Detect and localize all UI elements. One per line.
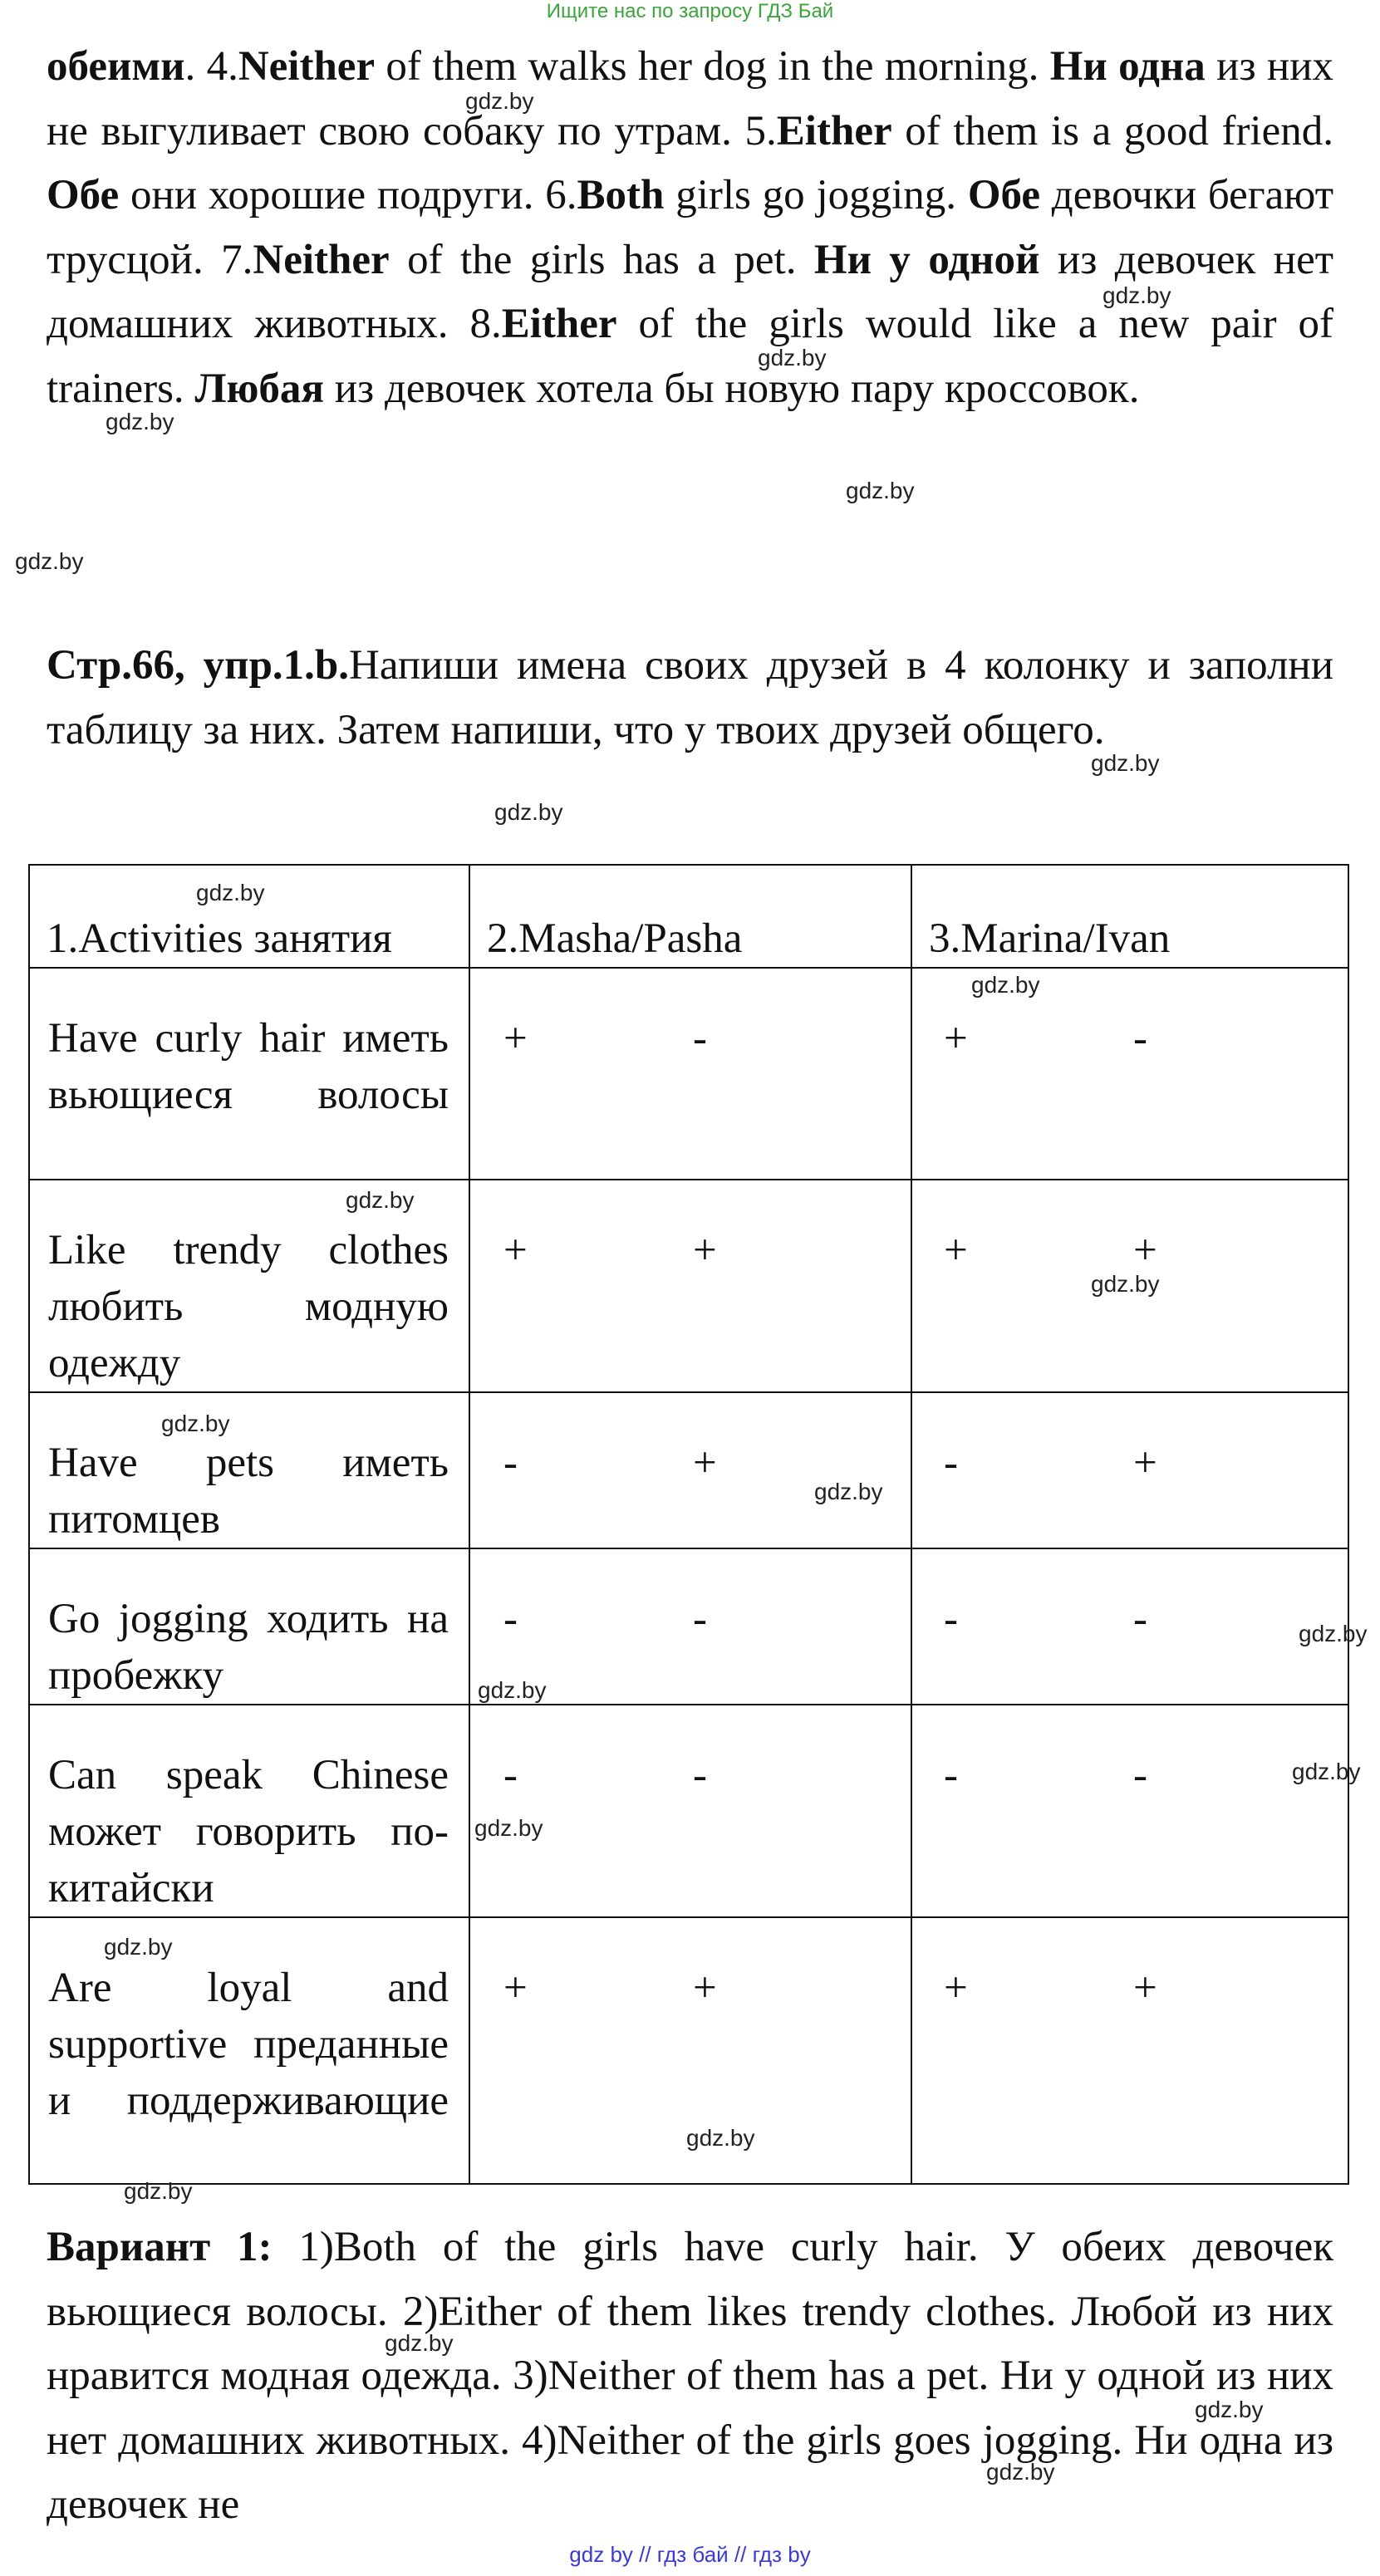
watermark: gdz.by [1195, 2397, 1264, 2422]
activity-label: Go jogging ходить на пробежку [48, 1596, 449, 1699]
mark-value: + [503, 1227, 528, 1273]
watermark: gdz.by [474, 1815, 543, 1841]
watermark: gdz.by [986, 2459, 1055, 2485]
mark-value: - [944, 1752, 958, 1798]
mark-value: - [1133, 1015, 1147, 1062]
activity-label: Have pets иметь питомцев [48, 1440, 449, 1543]
mark-value: - [503, 1440, 518, 1486]
bold-run: Обе [967, 172, 1040, 218]
text-run: из девочек хотела бы новую пару кроссовок. [324, 365, 1140, 412]
mark-value: + [944, 1965, 968, 2011]
text-run: of them walks her dog in the morning. [375, 43, 1050, 90]
activity-label: Can speak Chinese может говорить по-китайски [48, 1752, 449, 1911]
activity-cell [29, 1917, 469, 2184]
marina-ivan-cell [911, 1392, 1348, 1548]
watermark: gdz.by [465, 88, 534, 114]
variant-paragraph [47, 2215, 1333, 2538]
text-run: . 4. [184, 43, 238, 90]
mark-value: + [1133, 1440, 1157, 1486]
watermark: gdz.by [1091, 750, 1160, 776]
table-row [29, 968, 1348, 1180]
footer-links[interactable]: gdz by // гдз бай // гдз by [569, 2542, 811, 2567]
task-text: Напиши имена своих друзей в 4 колонку и заполни таблицу за них. Затем напиши, что у твоих друзей общего. [47, 642, 1333, 753]
watermark: gdz.by [104, 1934, 173, 1960]
masha-pasha-cell [469, 968, 911, 1180]
watermark: gdz.by [1103, 282, 1171, 308]
watermark: gdz.by [1292, 1759, 1361, 1784]
bold-run: Ни у одной [813, 236, 1040, 283]
watermark: gdz.by [15, 548, 84, 574]
activity-cell [29, 1548, 469, 1705]
text-run: они хорошие подруги. 6. [119, 172, 577, 218]
watermark: gdz.by [846, 478, 915, 503]
mark-value: - [944, 1596, 958, 1642]
activity-label: Are loyal and supportive преданные и поддерживающие [48, 1965, 449, 2124]
text-run: из девочек нет домашних животных. 8. [47, 236, 1333, 347]
mark-value: + [693, 1227, 717, 1273]
masha-pasha-cell [469, 1392, 911, 1548]
bold-run: Either [776, 107, 892, 155]
activity-label: Like trendy clothes любить модную одежду [48, 1227, 449, 1386]
bold-run: Обе [47, 172, 120, 218]
variant-label: Вариант 1: [47, 2224, 273, 2270]
watermark: gdz.by [971, 972, 1040, 998]
watermark: gdz.by [494, 799, 563, 825]
activity-label: Have curly hair иметь вьющиеся волосы [48, 1015, 449, 1118]
mark-value: - [1133, 1752, 1147, 1798]
activity-cell [29, 968, 469, 1180]
text-run: girls go jogging. [664, 172, 968, 218]
bold-run: Любая [194, 365, 325, 412]
watermark: gdz.by [161, 1411, 230, 1436]
header-activities: 1.Activities занятия [29, 865, 469, 968]
marina-ivan-cell [911, 968, 1348, 1180]
watermark: gdz.by [814, 1479, 883, 1504]
mark-value: - [503, 1596, 518, 1642]
text-run: of the girls would like a new pair of trainers. [47, 301, 1333, 412]
watermark: gdz.by [346, 1187, 415, 1213]
variant-text: 1)Both of the girls have curly hair. У обеих девочек вьющиеся волосы. 2)Either of them likes trendy clothes. Любой из них нравится модная одежда. 3)Neither of them has a pet. Ни у одной из них нет домашних животных. 4)Neither of the girls goes jogging. Ни одна из девочек не [47, 2224, 1333, 2528]
mark-value: - [693, 1015, 707, 1062]
table-row [29, 1548, 1348, 1705]
bold-run: Either [501, 301, 617, 347]
task-paragraph [47, 634, 1333, 763]
mark-value: + [503, 1015, 528, 1062]
bold-run: Ни одна [1049, 43, 1206, 90]
bold-run: Neither [253, 236, 390, 283]
watermark: gdz.by [758, 345, 827, 370]
task-label: Стр.66, упр.1.b. [47, 642, 350, 689]
mark-value: - [693, 1596, 707, 1642]
mark-value: - [693, 1752, 707, 1798]
activities-table [28, 864, 1349, 2185]
mark-value: + [944, 1227, 968, 1273]
mark-value: - [944, 1440, 958, 1486]
text-run: девочки бегают трусцой. 7. [47, 172, 1334, 283]
masha-pasha-cell [469, 1705, 911, 1917]
watermark: gdz.by [686, 2125, 755, 2151]
marina-ivan-cell [911, 1917, 1348, 2184]
mark-value: + [693, 1965, 717, 2011]
watermark: gdz.by [385, 2330, 454, 2356]
answer-paragraph [47, 35, 1333, 421]
marina-ivan-cell [911, 1705, 1348, 1917]
watermark: gdz.by [196, 880, 265, 905]
watermark: gdz.by [1091, 1271, 1160, 1297]
activity-cell [29, 1705, 469, 1917]
bold-run: обеими [47, 43, 185, 90]
watermark: gdz.by [478, 1677, 547, 1703]
watermark: gdz.by [124, 2178, 193, 2204]
mark-value: + [693, 1440, 717, 1486]
activity-cell [29, 1392, 469, 1548]
mark-value: + [503, 1965, 528, 2011]
mark-value: + [1133, 1227, 1157, 1273]
mark-value: + [944, 1015, 968, 1062]
watermark: gdz.by [106, 409, 174, 434]
text-run: of them is a good friend. [891, 107, 1333, 155]
watermark: gdz.by [1299, 1621, 1368, 1646]
mark-value: - [1133, 1596, 1147, 1642]
table-row [29, 1705, 1348, 1917]
top-banner[interactable]: Ищите нас по запросу ГДЗ Бай [546, 0, 834, 22]
bold-run: Both [577, 172, 665, 218]
text-run: of the girls has a pet. [389, 236, 814, 283]
header-masha-pasha: 2.Masha/Pasha [469, 865, 911, 968]
bold-run: Neither [238, 43, 376, 90]
mark-value: + [1133, 1965, 1157, 2011]
text-run: из них не выгуливает свою собаку по утрам. 5. [47, 43, 1334, 155]
header-marina-ivan: 3.Marina/Ivan [911, 865, 1348, 968]
mark-value: - [503, 1752, 518, 1798]
masha-pasha-cell [469, 1180, 911, 1392]
marina-ivan-cell [911, 1548, 1348, 1705]
